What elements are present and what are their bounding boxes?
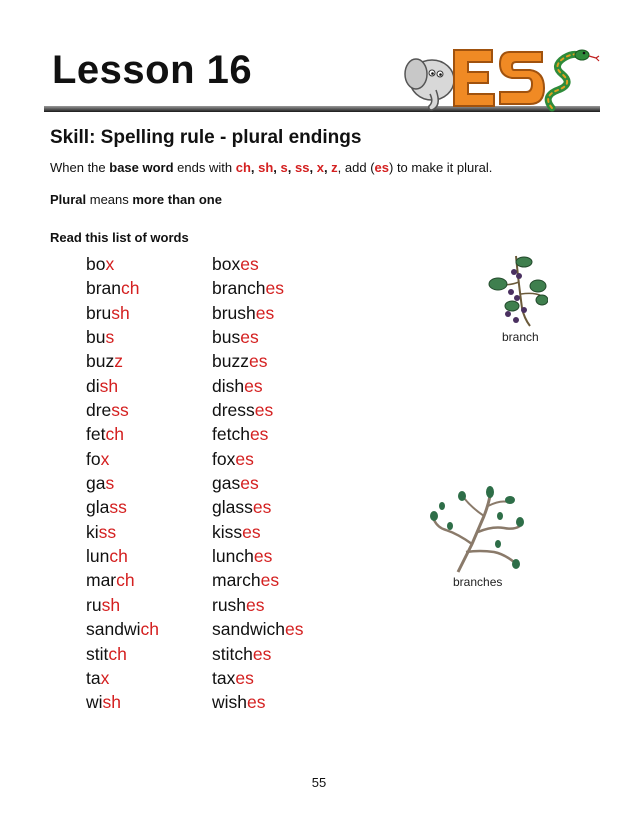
elephant-icon	[405, 59, 454, 110]
base-word: dress	[86, 400, 129, 421]
branches-caption: branches	[453, 575, 503, 589]
base-word: stitch	[86, 643, 127, 664]
plural-word: taxes	[212, 667, 254, 688]
letter-e-icon	[454, 50, 494, 106]
plural-word: foxes	[212, 448, 254, 469]
base-word: glass	[86, 497, 127, 518]
plural-ending: es	[235, 667, 254, 688]
base-ending: s	[105, 327, 115, 348]
base-word: wish	[86, 692, 122, 713]
base-ending: ss	[111, 400, 129, 421]
plural-ending: es	[260, 570, 280, 591]
plural-word: boxes	[212, 254, 259, 274]
base-word: fetch	[86, 424, 124, 445]
base-word: rush	[86, 594, 121, 615]
base-word: lunch	[86, 546, 128, 567]
base-ending: ch	[121, 278, 140, 299]
base-word: branch	[86, 278, 140, 299]
plural-word: brushes	[212, 302, 275, 323]
plural-word: buzzes	[212, 351, 268, 372]
plural-ending: es	[242, 521, 261, 542]
base-word: brush	[86, 302, 130, 323]
plural-ending: es	[254, 400, 274, 421]
base-word: buzz	[86, 351, 123, 372]
plural-ending: es	[253, 546, 273, 567]
base-ending: sh	[102, 692, 122, 713]
base-word: march	[86, 570, 135, 591]
lesson-title: Lesson 16	[52, 48, 253, 92]
plural-ending: es	[284, 619, 304, 640]
plural-ending: es	[246, 594, 265, 615]
skill-title: Skill: Spelling rule - plural endings	[50, 127, 362, 148]
read-list-label: Read this list of words	[50, 230, 189, 245]
plural-ending: es	[249, 424, 269, 445]
base-ending: ss	[98, 521, 117, 542]
plural-ending: es	[240, 254, 259, 274]
letter-s-icon	[500, 52, 544, 104]
base-ending: ch	[109, 546, 128, 567]
plural-ending: es	[248, 351, 268, 372]
plural-word: fetches	[212, 424, 269, 445]
plural-word: dishes	[212, 375, 263, 396]
plural-ending: es	[252, 643, 272, 664]
branches-icon	[428, 486, 524, 574]
base-ending: sh	[111, 302, 130, 323]
rule-intro: When the base word ends with ch, sh, s, ss, x, z, add (es) to make it plural.	[50, 160, 493, 175]
plural-word: dresses	[212, 400, 274, 421]
base-word: box	[86, 254, 115, 274]
base-ending: sh	[99, 375, 119, 396]
plural-ending: es	[244, 375, 263, 396]
plural-definition: Plural means more than one	[50, 192, 222, 207]
plural-ending: es	[247, 692, 266, 713]
base-ending: x	[100, 448, 110, 469]
base-ending: ch	[140, 619, 159, 640]
plural-word: stitches	[212, 643, 272, 664]
base-ending: ch	[105, 424, 124, 445]
plural-word: gases	[212, 473, 259, 494]
plural-word: branches	[212, 278, 284, 299]
lesson-header	[44, 40, 600, 116]
base-ending: x	[105, 254, 115, 274]
plural-ending: es	[240, 473, 259, 494]
snake-icon	[548, 50, 599, 108]
plural-ending: es	[255, 302, 275, 323]
base-word: sandwich	[86, 619, 159, 640]
plural-word: kisses	[212, 521, 261, 542]
base-word: kiss	[86, 521, 117, 542]
plural-ending: es	[235, 448, 254, 469]
base-ending: x	[100, 667, 110, 688]
plural-ending: es	[252, 497, 272, 518]
base-ending: ch	[108, 643, 127, 664]
plural-word: wishes	[212, 692, 266, 713]
plural-ending: es	[240, 327, 259, 348]
base-word: tax	[86, 667, 110, 688]
base-word: fox	[86, 448, 110, 469]
base-ending: sh	[101, 594, 121, 615]
plural-word: glasses	[212, 497, 272, 518]
plural-ending: es	[265, 278, 284, 299]
es-logo	[402, 40, 600, 112]
base-word: dish	[86, 375, 119, 396]
branch-icon	[486, 248, 548, 330]
base-word: gas	[86, 473, 115, 494]
page-number: 55	[311, 775, 327, 790]
base-ending: s	[105, 473, 115, 494]
branch-caption: branch	[502, 330, 539, 344]
base-ending: z	[114, 351, 123, 372]
plural-word: buses	[212, 327, 259, 348]
plural-word: lunches	[212, 546, 273, 567]
base-word: bus	[86, 327, 115, 348]
base-ending: ss	[109, 497, 127, 518]
base-ending: ch	[116, 570, 135, 591]
plural-word: sandwiches	[212, 619, 304, 640]
plural-word: marches	[212, 570, 280, 591]
plural-word: rushes	[212, 594, 265, 615]
